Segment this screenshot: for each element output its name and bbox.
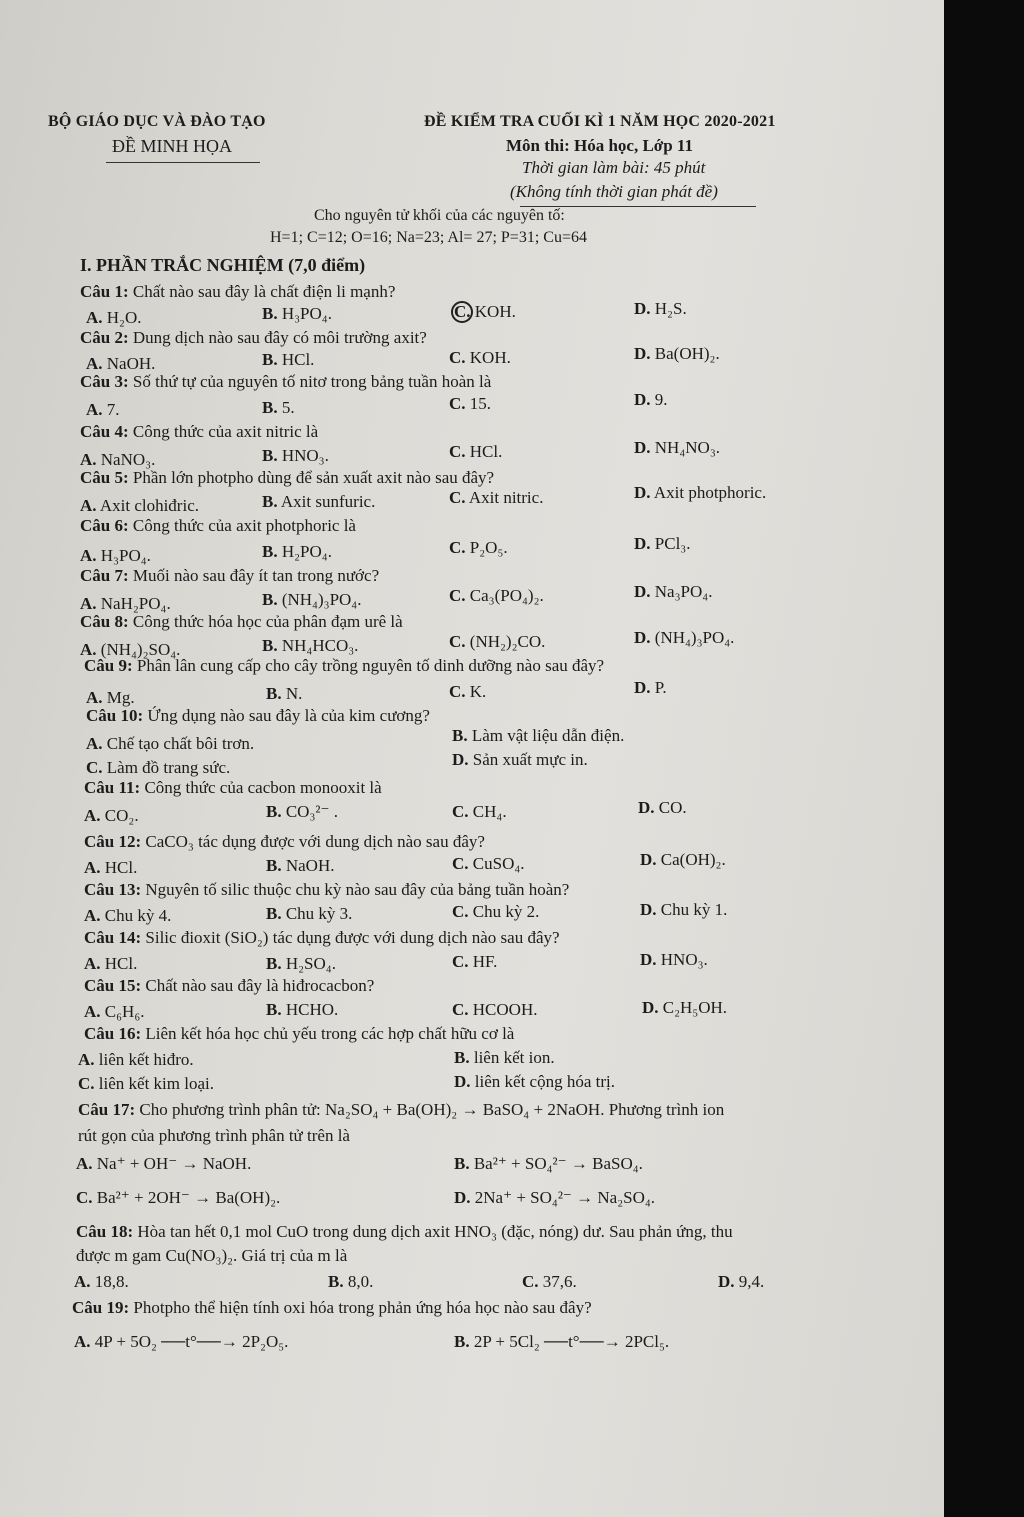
exam-subtitle: ĐỀ MINH HỌA: [112, 136, 232, 156]
q8-option-c[interactable]: C. (NH₂)₂CO.: [449, 632, 546, 651]
q6-option-c[interactable]: C. P₂O₅.: [449, 538, 508, 557]
question-17: Câu 17: Cho phương trình phân tử: Na₂SO₄ + Ba(OH)₂ → BaSO₄ + 2NaOH. Phương trình ion: [78, 1100, 725, 1119]
question-4: Câu 4: Công thức của axit nitric là: [80, 422, 319, 441]
exam-time: Thời gian làm bài: 45 phút: [522, 158, 706, 177]
q5-option-d[interactable]: D. Axit photphoric.: [634, 483, 767, 502]
q2-option-d[interactable]: D. Ba(OH)₂.: [634, 344, 720, 363]
question-2: Câu 2: Dung dịch nào sau đây có môi trường axit?: [80, 328, 427, 347]
q1-option-b[interactable]: B. H₃PO₄.: [262, 304, 332, 323]
q14-option-b[interactable]: B. H₂SO₄.: [266, 954, 336, 973]
q9-option-a[interactable]: A. Mg.: [86, 688, 135, 707]
q12-option-c[interactable]: C. CuSO₄.: [452, 854, 525, 873]
q15-option-c[interactable]: C. HCOOH.: [452, 1000, 538, 1019]
atomic-mass-intro: Cho nguyên tử khối của các nguyên tố:: [314, 207, 565, 224]
question-6: Câu 6: Công thức của axit photphoric là: [80, 516, 356, 535]
q8-option-a[interactable]: A. (NH₄)₂SO₄.: [80, 640, 181, 659]
q18-option-b[interactable]: B. 8,0.: [328, 1272, 374, 1291]
question-16: Câu 16: Liên kết hóa học chủ yếu trong các hợp chất hữu cơ là: [84, 1024, 515, 1043]
q11-option-d[interactable]: D. CO.: [638, 798, 687, 817]
q16-option-a[interactable]: A. liên kết hiđro.: [78, 1050, 194, 1069]
question-19: Câu 19: Photpho thể hiện tính oxi hóa trong phản ứng hóa học nào sau đây?: [72, 1298, 592, 1317]
q17-option-b[interactable]: B. Ba²⁺ + SO₄²⁻ → BaSO₄.: [454, 1154, 643, 1173]
q1-option-d[interactable]: D. H₂S.: [634, 299, 687, 318]
question-5: Câu 5: Phần lớn photpho dùng để sản xuất axit nào sau đây?: [80, 468, 495, 487]
q15-option-b[interactable]: B. HCHO.: [266, 1000, 339, 1019]
q17-option-a[interactable]: A. Na⁺ + OH⁻ → NaOH.: [76, 1154, 252, 1173]
question-1: Câu 1: Chất nào sau đây là chất điện li mạnh?: [80, 282, 396, 301]
q19-option-a[interactable]: A. 4P + 5O₂ ──t°──→ 2P₂O₅.: [74, 1332, 289, 1351]
q17-option-c[interactable]: C. Ba²⁺ + 2OH⁻ → Ba(OH)₂.: [76, 1188, 281, 1207]
q8-option-b[interactable]: B. NH₄HCO₃.: [262, 636, 359, 655]
q7-option-d[interactable]: D. Na₃PO₄.: [634, 582, 713, 601]
q18-option-c[interactable]: C. 37,6.: [522, 1272, 577, 1291]
q11-option-a[interactable]: A. CO₂.: [84, 806, 139, 825]
exam-time-note: (Không tính thời gian phát đề): [510, 182, 718, 201]
q1-option-a[interactable]: A. H₂O.: [86, 308, 142, 327]
q13-option-d[interactable]: D. Chu kỳ 1.: [640, 900, 728, 919]
question-3: Câu 3: Số thứ tự của nguyên tố nitơ trong bảng tuần hoàn là: [80, 372, 492, 391]
section-title: I. PHẦN TRẮC NGHIỆM (7,0 điểm): [80, 255, 366, 275]
q18-option-a[interactable]: A. 18,8.: [74, 1272, 129, 1291]
question-7: Câu 7: Muối nào sau đây ít tan trong nước?: [80, 566, 380, 585]
q3-option-d[interactable]: D. 9.: [634, 390, 668, 409]
question-14: Câu 14: Silic đioxit (SiO₂) tác dụng được với dung dịch nào sau đây?: [84, 928, 560, 947]
q5-option-c[interactable]: C. Axit nitric.: [449, 488, 544, 507]
q3-option-c[interactable]: C. 15.: [449, 394, 492, 413]
q12-option-b[interactable]: B. NaOH.: [266, 856, 335, 875]
q18-option-d[interactable]: D. 9,4.: [718, 1272, 765, 1291]
q2-option-c[interactable]: C. KOH.: [449, 348, 511, 367]
q3-option-b[interactable]: B. 5.: [262, 398, 295, 417]
q2-option-a[interactable]: A. NaOH.: [86, 354, 156, 373]
exam-subject: Môn thi: Hóa học, Lớp 11: [506, 136, 693, 155]
q16-option-b[interactable]: B. liên kết ion.: [454, 1048, 555, 1067]
q15-option-a[interactable]: A. C₆H₆.: [84, 1002, 145, 1021]
q14-option-a[interactable]: A. HCl.: [84, 954, 138, 973]
q4-option-b[interactable]: B. HNO₃.: [262, 446, 329, 465]
q5-option-a[interactable]: A. Axit clohiđric.: [80, 496, 199, 515]
question-18-line2: được m gam Cu(NO₃)₂. Giá trị của m là: [76, 1246, 348, 1265]
q17-option-d[interactable]: D. 2Na⁺ + SO₄²⁻ → Na₂SO₄.: [454, 1188, 656, 1207]
q9-option-b[interactable]: B. N.: [266, 684, 303, 703]
q19-option-b[interactable]: B. 2P + 5Cl₂ ──t°──→ 2PCl₅.: [454, 1332, 670, 1351]
q10-option-b[interactable]: B. Làm vật liệu dẫn điện.: [452, 726, 625, 745]
q14-option-d[interactable]: D. HNO₃.: [640, 950, 708, 969]
subtitle-underline: [106, 162, 260, 163]
q3-option-a[interactable]: A. 7.: [86, 400, 120, 419]
question-17-line2: rút gọn của phương trình phân tử trên là: [78, 1126, 350, 1145]
q13-option-a[interactable]: A. Chu kỳ 4.: [84, 906, 172, 925]
q1-option-c[interactable]: C. KOH.: [454, 302, 516, 321]
q10-option-d[interactable]: D. Sản xuất mực in.: [452, 750, 588, 769]
q13-option-b[interactable]: B. Chu kỳ 3.: [266, 904, 353, 923]
q9-option-d[interactable]: D. P.: [634, 678, 667, 697]
exam-title: ĐỀ KIỂM TRA CUỐI KÌ 1 NĂM HỌC 2020-2021: [424, 113, 776, 130]
question-18: Câu 18: Hòa tan hết 0,1 mol CuO trong dung dịch axit HNO₃ (đặc, nóng) dư. Sau phản ứng, thu: [76, 1222, 733, 1241]
q11-option-c[interactable]: C. CH₄.: [452, 802, 507, 821]
q4-option-a[interactable]: A. NaNO₃.: [80, 450, 156, 469]
q4-option-d[interactable]: D. NH₄NO₃.: [634, 438, 720, 457]
question-10: Câu 10: Ứng dụng nào sau đây là của kim cương?: [86, 706, 430, 725]
q12-option-a[interactable]: A. HCl.: [84, 858, 138, 877]
q7-option-c[interactable]: C. Ca₃(PO₄)₂.: [449, 586, 544, 605]
question-13: Câu 13: Nguyên tố silic thuộc chu kỳ nào sau đây của bảng tuần hoàn?: [84, 880, 570, 899]
q15-option-d[interactable]: D. C₂H₅OH.: [642, 998, 728, 1017]
q8-option-d[interactable]: D. (NH₄)₃PO₄.: [634, 628, 735, 647]
q9-option-c[interactable]: C. K.: [449, 682, 487, 701]
q12-option-d[interactable]: D. Ca(OH)₂.: [640, 850, 726, 869]
ministry-name: BỘ GIÁO DỤC VÀ ĐÀO TẠO: [48, 113, 266, 130]
q11-option-b[interactable]: B. CO₃²⁻ .: [266, 802, 338, 821]
q10-option-c[interactable]: C. Làm đồ trang sức.: [86, 758, 231, 777]
q6-option-b[interactable]: B. H₂PO₄.: [262, 542, 332, 561]
question-9: Câu 9: Phân lân cung cấp cho cây trồng nguyên tố dinh dưỡng nào sau đây?: [84, 656, 605, 675]
question-11: Câu 11: Công thức của cacbon monooxit là: [84, 778, 382, 797]
q6-option-d[interactable]: D. PCl₃.: [634, 534, 691, 553]
q6-option-a[interactable]: A. H₃PO₄.: [80, 546, 151, 565]
photo-dark-border: [944, 0, 1024, 1517]
q4-option-c[interactable]: C. HCl.: [449, 442, 503, 461]
question-8: Câu 8: Công thức hóa học của phân đạm urê là: [80, 612, 403, 631]
question-15: Câu 15: Chất nào sau đây là hiđrocacbon?: [84, 976, 375, 995]
atomic-mass-values: H=1; C=12; O=16; Na=23; Al= 27; P=31; Cu=64: [270, 229, 587, 246]
q16-option-c[interactable]: C. liên kết kim loại.: [78, 1074, 214, 1093]
q10-option-a[interactable]: A. Chế tạo chất bôi trơn.: [86, 734, 255, 753]
q14-option-c[interactable]: C. HF.: [452, 952, 498, 971]
question-12: Câu 12: CaCO₃ tác dụng được với dung dịch nào sau đây?: [84, 832, 485, 851]
q7-option-b[interactable]: B. (NH₄)₃PO₄.: [262, 590, 362, 609]
q5-option-b[interactable]: B. Axit sunfuric.: [262, 492, 376, 511]
q7-option-a[interactable]: A. NaH₂PO₄.: [80, 594, 171, 613]
q13-option-c[interactable]: C. Chu kỳ 2.: [452, 902, 540, 921]
q16-option-d[interactable]: D. liên kết cộng hóa trị.: [454, 1072, 615, 1091]
q2-option-b[interactable]: B. HCl.: [262, 350, 315, 369]
